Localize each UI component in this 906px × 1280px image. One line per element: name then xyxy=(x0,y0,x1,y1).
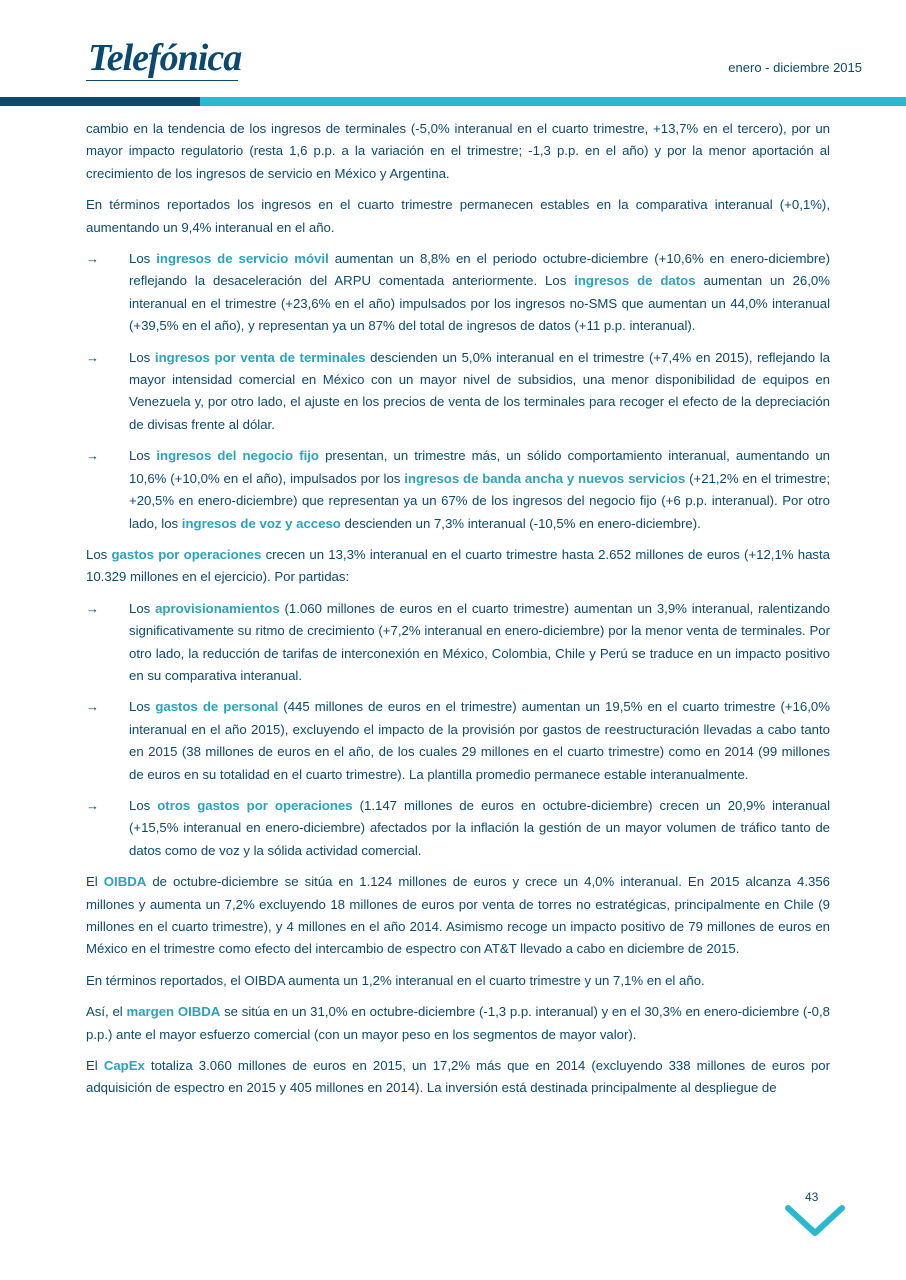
highlight-term: gastos por operaciones xyxy=(111,546,262,562)
arrow-bullet-icon: → xyxy=(86,251,99,267)
report-period: enero - diciembre 2015 xyxy=(728,60,862,75)
bullet-paragraph xyxy=(86,347,830,437)
text-run: totaliza 3.060 millones de euros en 2015, un 17,2% más que en 2014 (excluyendo 338 millones de euros por adquisición de espectro en 2015 y 405 millones en 2014). La inversión está destinada principalmente al despliegue de xyxy=(86,1058,831,1096)
highlight-term: ingresos de servicio móvil xyxy=(156,251,329,267)
text-run: de octubre-diciembre se sitúa en 1.124 millones de euros y crece un 4,0% interanual. En 2015 alcanza 4.356 millones y aumenta un 7,2% excluyendo 18 millones de euros por venta de torres no estratégicas, principalmente en Chile (9 millones en el cuarto trimestre), y 4 millones en el año 2014. Asimismo recoge un impacto positivo de 79 millones de euros en México en el trimestre como efecto del intercambio de espectro con AT&T llevado a cabo en diciembre de 2015. xyxy=(86,874,830,957)
highlight-term: OIBDA xyxy=(103,874,147,890)
text-run: Los xyxy=(129,448,157,464)
page-number: 43 xyxy=(805,1190,819,1204)
text-run: descienden un 7,3% interanual (-10,5% en enero-diciembre). xyxy=(340,515,701,531)
highlight-term: ingresos del negocio fijo xyxy=(156,448,319,464)
text-run: (1.060 millones de euros en el cuarto trimestre) aumentan un 3,9% interanual, ralentizando significativamente su ritmo de crecimiento (+7,2% interanual en enero-diciembre) por la menor venta de terminales. Por otro lado, la reducción de tarifas de interconexión en México, Colombia, Chile y Perú se traduce en un impacto positivo en su comparativa interanual. xyxy=(129,600,830,683)
highlight-term: gastos de personal xyxy=(155,699,279,715)
header-bar-dark xyxy=(0,97,200,106)
arrow-bullet-icon: → xyxy=(86,448,99,464)
text-run: cambio en la tendencia de los ingresos de terminales (-5,0% interanual en el cuarto trimestre, +13,7% en el tercero), por un mayor impacto regulatorio (resta 1,6 p.p. a la variación en el trimestre; -1,3 p.p. en el año) y por la menor aportación al crecimiento de los ingresos de servicio en México y Argentina. xyxy=(86,121,830,181)
logo-underline xyxy=(86,80,238,81)
text-run: Los xyxy=(129,600,156,616)
paragraph xyxy=(86,970,830,992)
text-run: aumentan un 26,0% interanual en el trimestre (+23,6% en el año) impulsados por los ingresos no-SMS que aumentan un 44,0% interanual (+39,5% en el año), y representan ya un 87% del total de ingresos de datos (+11 p.p. interanual). xyxy=(129,273,830,334)
highlight-term: otros gastos por operaciones xyxy=(157,797,353,813)
text-run: Los xyxy=(129,797,158,813)
bullet-paragraph xyxy=(86,248,830,338)
text-run: Los xyxy=(129,349,155,365)
text-run: En términos reportados los ingresos en el cuarto trimestre permanecen estables en la comparativa interanual (+0,1%), aumentando un 9,4% interanual en el año. xyxy=(86,197,830,235)
arrow-bullet-icon: → xyxy=(86,797,99,813)
bullet-paragraph xyxy=(86,598,830,688)
paragraph xyxy=(86,194,830,239)
text-run: se sitúa en un 31,0% en octubre-diciembre (-1,3 p.p. interanual) y en el 30,3% en enero-diciembre (-0,8 p.p.) ante el mayor esfuerzo comercial (con un mayor peso en los segmentos de mayor valor). xyxy=(86,1004,831,1042)
paragraph xyxy=(86,544,830,589)
text-run: (1.147 millones de euros en octubre-diciembre) crecen un 20,9% interanual (+15,5% interanual en enero-diciembre) afectados por la inflación la gestión de un mayor volumen de tráfico tanto de datos como de voz y la sólida actividad comercial. xyxy=(129,797,830,858)
paragraph xyxy=(86,118,830,185)
text-run: (445 millones de euros en el trimestre) aumentan un 19,5% en el cuarto trimestre (+16,0% interanual en el año 2015), excluyendo el impacto de la provisión por gastos de reestructuración llevadas a cabo tanto en 2015 (38 millones de euros en el año, de los cuales 29 millones en el cuarto trimestre) como en 2014 (99 millones de euros en su totalidad en el cuarto trimestre). La plantilla promedio permanece estable interanualmente. xyxy=(129,699,830,782)
text-run: El xyxy=(86,1058,104,1074)
text-run: descienden un 5,0% interanual en el trimestre (+7,4% en 2015), reflejando la mayor intensidad comercial en México con un mayor nivel de subsidios, una menor disponibilidad de equipos en Venezuela y, por otro lado, el ajuste en los precios de venta de los terminales para recoger el efecto de la depreciación de divisas frente al dólar. xyxy=(129,349,830,432)
telefonica-logo: Telefónica xyxy=(88,37,242,79)
arrow-bullet-icon: → xyxy=(86,699,99,715)
text-run: En términos reportados, el OIBDA aumenta un 1,2% interanual en el cuarto trimestre y un 7,1% en el año. xyxy=(86,972,705,988)
highlight-term: ingresos de banda ancha y nuevos servicios xyxy=(404,470,686,486)
document-body xyxy=(86,118,830,1109)
bullet-paragraph xyxy=(86,795,830,862)
text-run: presentan, un trimestre más, un sólido comportamiento interanual, aumentando un 10,6% (+10,0% en el año), impulsados por los xyxy=(129,448,830,486)
highlight-term: CapEx xyxy=(103,1058,145,1074)
highlight-term: aprovisionamientos xyxy=(155,600,280,616)
bullet-paragraph xyxy=(86,696,830,786)
highlight-term: ingresos de datos xyxy=(574,273,696,289)
text-run: Así, el xyxy=(86,1004,127,1020)
highlight-term: ingresos por venta de terminales xyxy=(154,349,366,365)
text-run: El xyxy=(86,874,104,890)
header-bar-light xyxy=(200,97,906,106)
text-run: Los xyxy=(129,251,157,267)
highlight-term: margen OIBDA xyxy=(126,1004,221,1020)
text-run: crecen un 13,3% interanual en el cuarto trimestre hasta 2.652 millones de euros (+12,1% hasta 10.329 millones en el ejercicio). Por partidas: xyxy=(86,546,831,585)
paragraph xyxy=(86,1001,830,1046)
text-run: aumentan un 8,8% en el periodo octubre-diciembre (+10,6% en enero-diciembre) reflejando la desaceleración del ARPU comentada anteriormente. Los xyxy=(129,251,830,289)
arrow-bullet-icon: → xyxy=(86,349,99,365)
text-run: Los xyxy=(86,546,112,562)
text-run: Los xyxy=(129,699,156,715)
arrow-bullet-icon: → xyxy=(86,600,99,616)
text-run: (+21,2% en el trimestre; +20,5% en enero-diciembre) que representan ya un 67% de los ingresos del negocio fijo (+6 p.p. interanual). Por otro lado, los xyxy=(129,470,830,531)
paragraph xyxy=(86,1055,830,1100)
highlight-term: ingresos de voz y acceso xyxy=(181,515,341,531)
chevron-down-icon[interactable] xyxy=(784,1204,846,1238)
paragraph xyxy=(86,871,830,961)
bullet-paragraph xyxy=(86,445,830,535)
